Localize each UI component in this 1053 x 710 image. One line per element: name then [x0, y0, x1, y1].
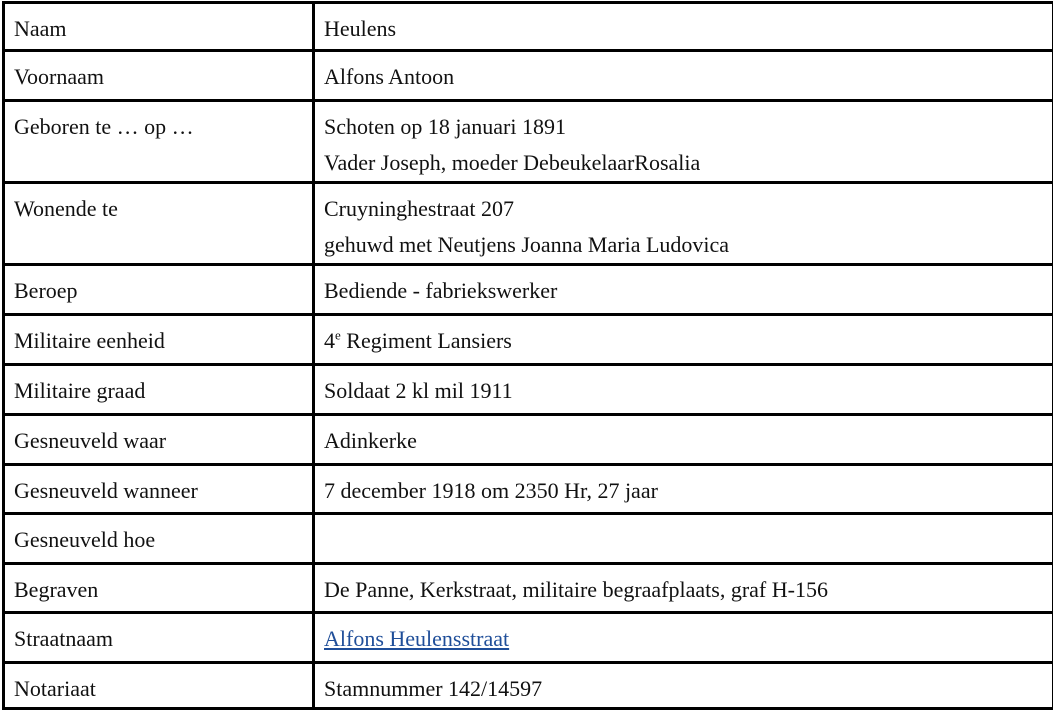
row-militaire-graad [4, 365, 1053, 415]
ordinal-suffix: e [335, 328, 341, 343]
label-geboren: Geboren te … op … [4, 101, 314, 183]
label-gesneuveld-hoe: Gesneuveld hoe [4, 514, 314, 564]
label-militaire-graad: Militaire graad [4, 365, 314, 415]
row-naam [4, 3, 1053, 51]
value-geboren: Schoten op 18 januari 1891 Vader Joseph, moeder DebeukelaarRosalia [314, 101, 1053, 183]
label-gesneuveld-waar: Gesneuveld waar [4, 415, 314, 465]
street-name-link[interactable]: Alfons Heulensstraat [324, 626, 509, 651]
regiment-number: 4 [324, 328, 335, 353]
label-naam: Naam [4, 3, 314, 51]
value-notariaat: Stamnummer 142/14597 [314, 663, 1053, 709]
row-notariaat [4, 663, 1053, 709]
value-naam: Heulens [314, 3, 1053, 51]
row-voornaam [4, 51, 1053, 101]
row-beroep [4, 265, 1053, 315]
label-notariaat: Notariaat [4, 663, 314, 709]
record-table [2, 1, 1053, 710]
value-wonende: Cruyninghestraat 207 gehuwd met Neutjens Joanna Maria Ludovica [314, 183, 1053, 265]
label-militaire-eenheid: Militaire eenheid [4, 315, 314, 365]
label-gesneuveld-wanneer: Gesneuveld wanneer [4, 465, 314, 514]
regiment-name: Regiment Lansiers [341, 328, 512, 353]
value-gesneuveld-waar: Adinkerke [314, 415, 1053, 465]
row-geboren [4, 101, 1053, 183]
row-gesneuveld-wanneer [4, 465, 1053, 514]
row-straatnaam [4, 613, 1053, 663]
label-voornaam: Voornaam [4, 51, 314, 101]
row-militaire-eenheid [4, 315, 1053, 365]
label-wonende: Wonende te [4, 183, 314, 265]
value-militaire-eenheid [314, 315, 1053, 365]
row-gesneuveld-waar [4, 415, 1053, 465]
value-militaire-graad: Soldaat 2 kl mil 1911 [314, 365, 1053, 415]
label-begraven: Begraven [4, 564, 314, 613]
row-gesneuveld-hoe [4, 514, 1053, 564]
value-gesneuveld-wanneer: 7 december 1918 om 2350 Hr, 27 jaar [314, 465, 1053, 514]
value-gesneuveld-hoe [314, 514, 1053, 564]
value-voornaam: Alfons Antoon [314, 51, 1053, 101]
row-begraven [4, 564, 1053, 613]
value-straatnaam [314, 613, 1053, 663]
label-beroep: Beroep [4, 265, 314, 315]
value-begraven: De Panne, Kerkstraat, militaire begraafplaats, graf H-156 [314, 564, 1053, 613]
label-straatnaam: Straatnaam [4, 613, 314, 663]
value-beroep: Bediende - fabriekswerker [314, 265, 1053, 315]
row-wonende [4, 183, 1053, 265]
